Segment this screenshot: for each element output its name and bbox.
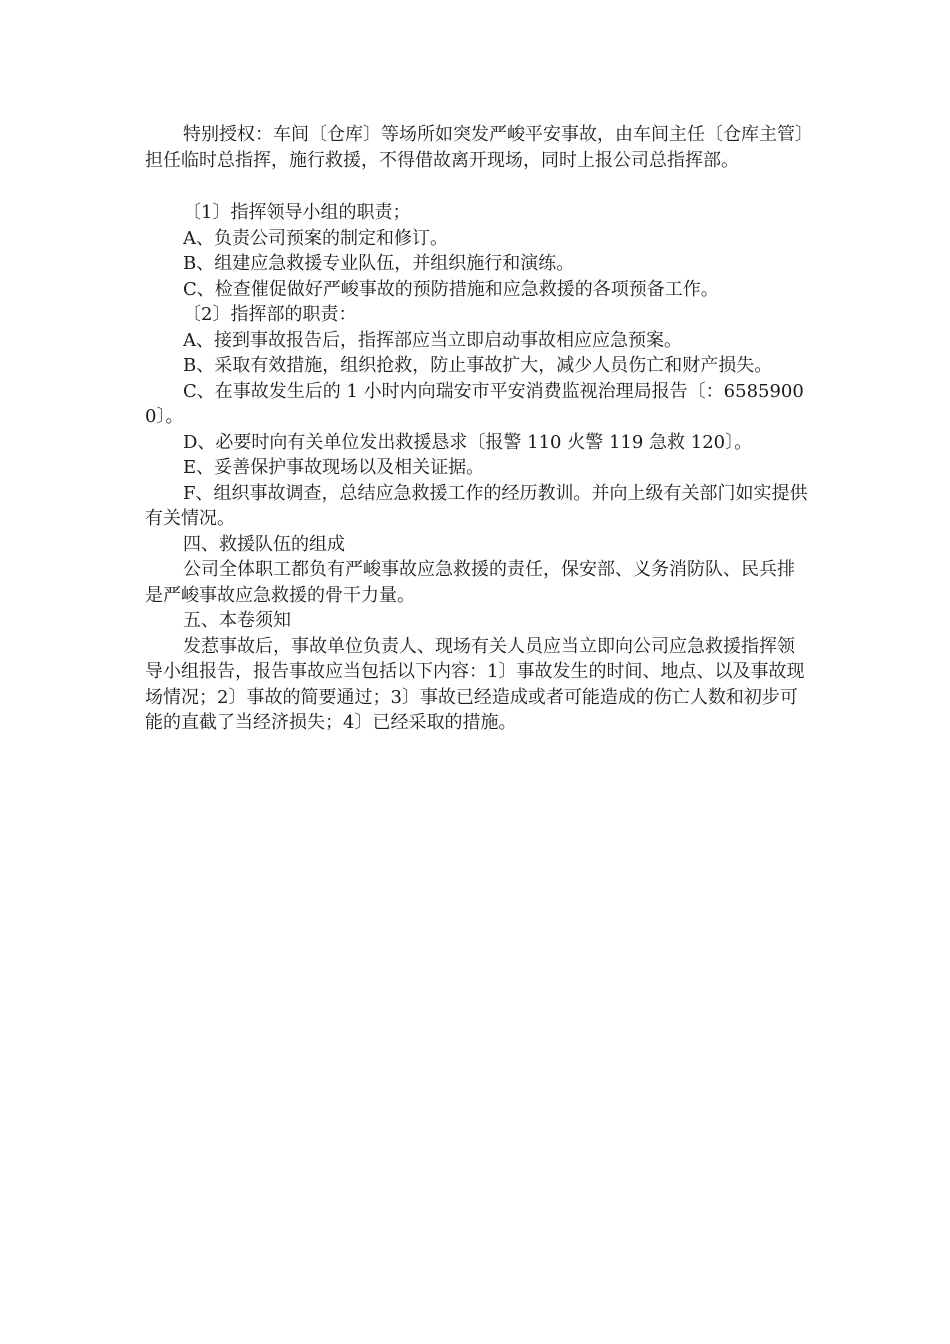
paragraph-command-b: B、采取有效措施，组织抢救，防止事故扩大，减少人员伤亡和财产损失。 — [183, 355, 773, 376]
paragraph-command-c: C、在事故发生后的 1 小时内向瑞安市平安消费监视治理局报告〔：65859000〕。 — [145, 380, 804, 427]
document-body — [145, 122, 810, 736]
paragraph-duty-c: C、检查催促做好严峻事故的预防措施和应急救援的各项预备工作。 — [183, 278, 719, 300]
paragraph-command-d: D、必要时向有关单位发出救援恳求〔报警 110 火警 119 急救 120〕。 — [183, 431, 753, 453]
paragraph-duty-b: B、组建应急救援专业队伍，并组织施行和演练。 — [183, 253, 575, 274]
paragraph-command-duties-heading: 〔2〕指挥部的职责： — [183, 304, 357, 325]
paragraph-leadership-duties-heading: 〔1〕指挥领导小组的职责； — [183, 202, 411, 223]
section-heading-rescue-team: 四、救援队伍的组成 — [183, 533, 345, 555]
paragraph-gap — [145, 173, 810, 200]
section-heading-notes: 五、本卷须知 — [183, 610, 291, 631]
paragraph-command-f: F、组织事故调查，总结应急救援工作的经历教训。并向上级有关部门如实提供有关情况。 — [145, 482, 808, 529]
paragraph-command-e: E、妥善保护事故现场以及相关证据。 — [183, 457, 485, 478]
paragraph-notes: 发惹事故后，事故单位负责人、现场有关人员应当立即向公司应急救援指挥领导小组报告，报告事故应当包括以下内容：1〕事故发生的时间、地点、以及事故现场情况；2〕事故的简要通过；3〕事故已经造成或者可能造成的伤亡人数和初步可能的直截了当经济损失；4〕已经采取的措施。 — [145, 635, 805, 733]
paragraph-special-authorization: 特别授权：车间〔仓库〕等场所如突发严峻平安事故，由车间主任〔仓库主管〕担任临时总指挥，施行救援，不得借故离开现场，同时上报公司总指挥部。 — [145, 124, 804, 171]
paragraph-duty-a: A、负责公司预案的制定和修订。 — [183, 227, 448, 249]
paragraph-rescue-team: 公司全体职工都负有严峻事故应急救援的责任，保安部、义务消防队、民兵排是严峻事故应急救援的骨干力量。 — [145, 559, 795, 606]
paragraph-command-a: A、接到事故报告后，指挥部应当立即启动事故相应应急预案。 — [183, 329, 682, 351]
